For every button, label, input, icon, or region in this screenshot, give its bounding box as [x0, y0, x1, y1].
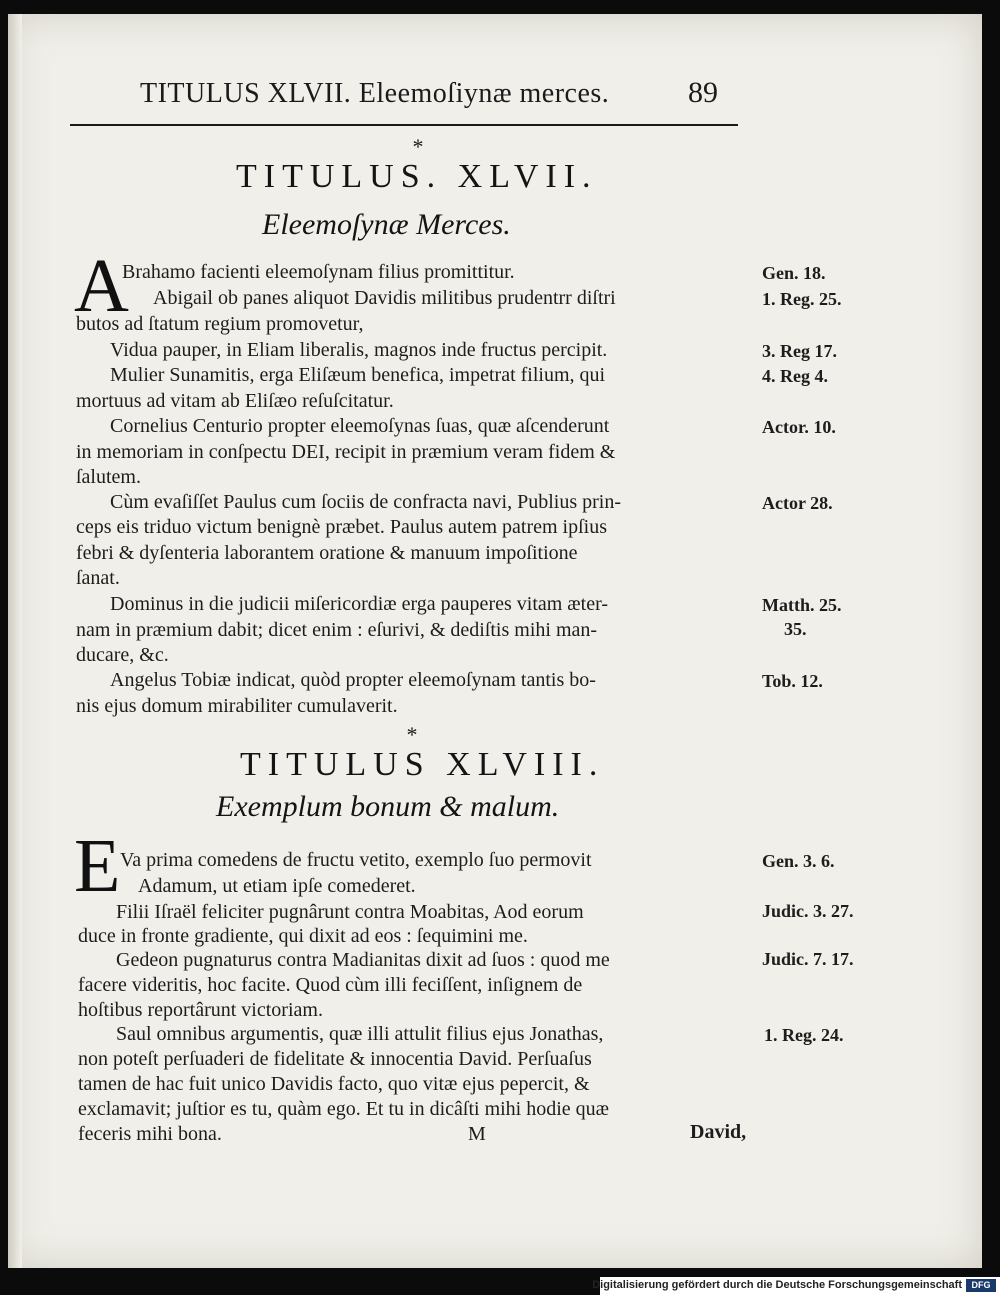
text-line: duce in fronte gradiente, qui dixit ad eos : ſequimini me.: [78, 925, 528, 947]
margin-reference: 1. Reg. 25.: [762, 289, 842, 309]
text-line: Dominus in die judicii miſericordiæ erga pauperes vitam æter-: [110, 593, 608, 615]
text-line: Va prima comedens de fructu vetito, exemplo ſuo permovit: [120, 849, 592, 871]
margin-reference: Judic. 7. 17.: [762, 949, 854, 969]
text-line: exclamavit; juſtior es tu, quàm ego. Et tu in dicâſti mihi hodie quæ: [78, 1098, 610, 1120]
section-subtitle: Exemplum bonum & malum.: [216, 790, 560, 823]
text-line: butos ad ſtatum regium promovetur,: [76, 313, 364, 335]
text-line: Saul omnibus argumentis, quæ illi attulit filius ejus Jonathas,: [116, 1023, 604, 1045]
margin-reference: Gen. 3. 6.: [762, 851, 835, 871]
catchword: David,: [690, 1121, 747, 1143]
text-line: feceris mihi bona.: [78, 1123, 222, 1145]
drop-cap: A: [74, 244, 129, 328]
text-line: Angelus Tobiæ indicat, quòd propter eleemoſynam tantis bo-: [110, 669, 596, 691]
section-title: TITULUS XLVIII.: [240, 746, 605, 783]
margin-reference: 35.: [784, 619, 807, 639]
text-line: ſanat.: [76, 567, 120, 589]
text-line: tamen de hac fuit unico Davidis facto, quo vitæ ejus pepercit, &: [78, 1073, 590, 1095]
dfg-logo: DFG: [966, 1279, 996, 1292]
text-line: Adamum, ut etiam ipſe comederet.: [138, 875, 416, 897]
margin-reference: Judic. 3. 27.: [762, 901, 854, 921]
section-subtitle: Eleemoſynæ Merces.: [262, 208, 511, 241]
running-head: [70, 76, 738, 126]
page-number: 89: [688, 76, 718, 109]
running-head-title: TITULUS XLVII. Eleemoſiynæ merces.: [140, 78, 610, 109]
text-line: Gedeon pugnaturus contra Madianitas dixit ad ſuos : quod me: [116, 949, 610, 971]
text-line: Mulier Sunamitis, erga Eliſæum benefica, impetrat filium, qui: [110, 364, 606, 386]
margin-reference: Matth. 25.: [762, 595, 842, 615]
section-title: TITULUS. XLVII.: [236, 158, 598, 195]
margin-reference: Gen. 18.: [762, 263, 826, 283]
margin-reference: 1. Reg. 24.: [764, 1025, 844, 1045]
section-asterisk: *: [406, 722, 418, 747]
text-line: ducare, &c.: [76, 644, 169, 666]
text-line: Filii Iſraël feliciter pugnârunt contra Moabitas, Aod eorum: [116, 901, 584, 923]
footer-bar: [592, 1277, 1000, 1295]
text-line: Cornelius Centurio propter eleemoſynas ſuas, quæ aſcenderunt: [110, 415, 610, 437]
section-asterisk: *: [412, 134, 424, 159]
text-line: ſalutem.: [76, 466, 141, 488]
text-line: hoſtibus reportârunt victoriam.: [78, 999, 323, 1021]
text-line: Vidua pauper, in Eliam liberalis, magnos inde fructus percipit.: [110, 339, 608, 361]
text-line: nis ejus domum mirabiliter cumulaverit.: [76, 695, 398, 717]
text-line: in memoriam in conſpectu DEI, recipit in præmium veram fidem &: [76, 441, 616, 463]
page-gutter-shadow: [8, 14, 22, 1268]
margin-reference: Tob. 12.: [762, 671, 823, 691]
text-line: ceps eis triduo victum benignè præbet. Paulus autem patrem ipſius: [76, 516, 608, 538]
margin-reference: 3. Reg 17.: [762, 341, 837, 361]
text-line: Brahamo facienti eleemoſynam filius promittitur.: [122, 261, 515, 283]
signature-mark: M: [468, 1123, 486, 1145]
text-line: Abigail ob panes aliquot Davidis militibus prudentrr diſtri: [153, 287, 616, 309]
footer-credit: Digitalisierung gefördert durch die Deutsche Forschungsgemeinschaft: [592, 1279, 962, 1291]
margin-reference: Actor 28.: [762, 493, 833, 513]
text-line: facere videritis, hoc facite. Quod cùm illi feciſſent, inſignem de: [78, 974, 583, 996]
margin-reference: 4. Reg 4.: [762, 366, 828, 386]
text-line: non poteſt perſuaderi de fidelitate & innocentia David. Perſuaſus: [78, 1048, 592, 1070]
drop-cap: E: [74, 824, 121, 908]
margin-reference: Actor. 10.: [762, 417, 836, 437]
text-line: Cùm evaſiſſet Paulus cum ſociis de confracta navi, Publius prin-: [110, 491, 622, 513]
text-line: febri & dyſenteria laborantem oratione & manuum impoſitione: [76, 542, 578, 564]
text-line: nam in præmium dabit; dicet enim : eſurivi, & dediſtis mihi man-: [76, 619, 598, 641]
text-line: mortuus ad vitam ab Eliſæo reſuſcitatur.: [76, 390, 394, 412]
